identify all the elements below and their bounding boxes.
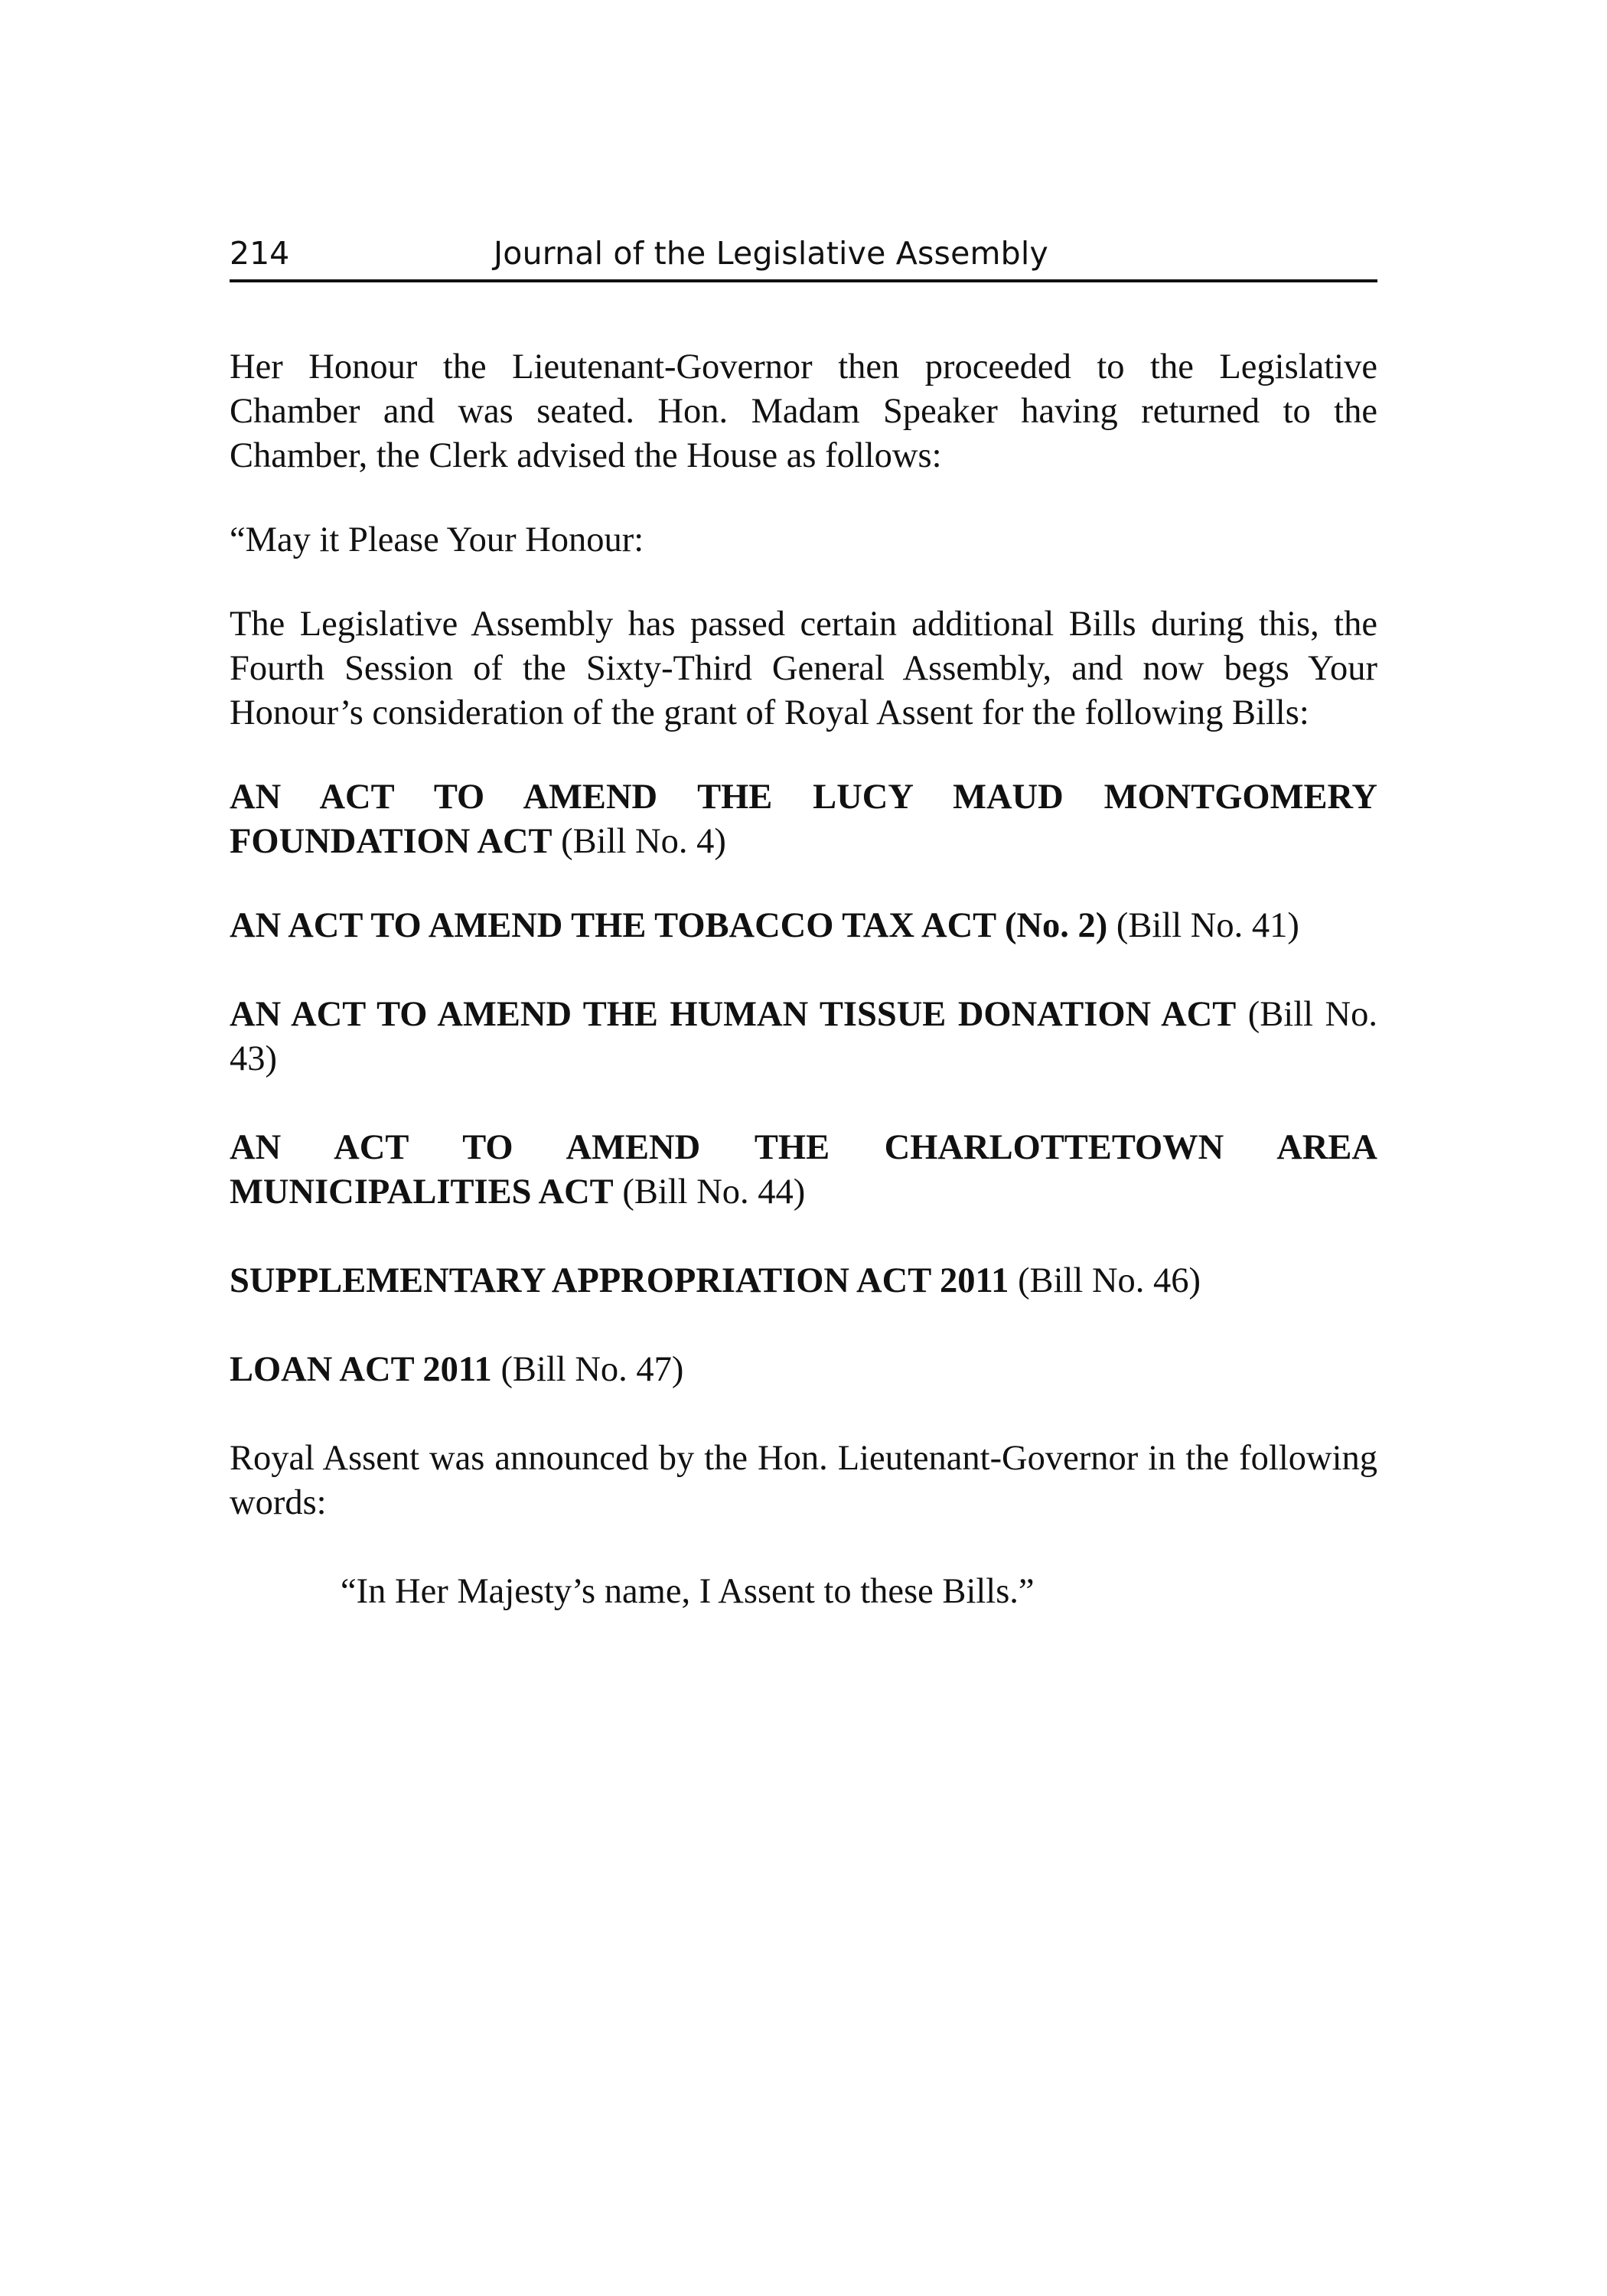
bill-title: AN ACT TO AMEND THE LUCY MAUD MONTGOMERY FOUNDATION ACT	[230, 778, 1377, 861]
request-paragraph: The Legislative Assembly has passed certain additional Bills during this, the Fourth Session of the Sixty-Third General Assembly, and now begs Your Honour’s consideration of the grant of Royal Assent for the following Bills:	[230, 605, 1377, 732]
journal-title: Journal of the Legislative Assembly	[494, 235, 1048, 272]
bill-title: AN ACT TO AMEND THE TOBACCO TAX ACT (No. 2)	[230, 906, 1108, 945]
bill-number: (Bill No. 47)	[500, 1350, 684, 1389]
bill-entry	[230, 993, 1377, 1081]
address-paragraph: “May it Please Your Honour:	[230, 520, 644, 559]
bill-number: (Bill No. 43)	[230, 995, 1378, 1078]
assent-paragraph: Royal Assent was announced by the Hon. Lieutenant-Governor in the following words:	[230, 1439, 1377, 1522]
journal-page	[230, 233, 1377, 1614]
assent-quote: “In Her Majesty’s name, I Assent to these Bills.”	[341, 1572, 1035, 1611]
bill-entry	[230, 775, 1377, 864]
bill-title: AN ACT TO AMEND THE HUMAN TISSUE DONATION ACT	[230, 995, 1237, 1034]
bill-title: SUPPLEMENTARY APPROPRIATION ACT 2011	[230, 1261, 1009, 1300]
bill-title: LOAN ACT 2011	[230, 1350, 492, 1389]
bill-entry	[230, 1126, 1377, 1215]
journal-body	[230, 345, 1377, 1614]
bill-entry	[230, 1259, 1377, 1303]
page-number: 214	[230, 235, 290, 272]
bill-number: (Bill No. 44)	[622, 1172, 806, 1212]
bill-number: (Bill No. 46)	[1018, 1261, 1201, 1300]
intro-paragraph: Her Honour the Lieutenant-Governor then proceeded to the Legislative Chamber and was seated. Hon. Madam Speaker having returned to the Chamber, the Clerk advised the House as follows:	[230, 347, 1377, 475]
bill-entry	[230, 904, 1377, 948]
running-header	[230, 233, 1377, 282]
bill-entry	[230, 1348, 1377, 1392]
bill-number: (Bill No. 41)	[1116, 906, 1299, 945]
bill-number: (Bill No. 4)	[561, 822, 726, 861]
bill-title: AN ACT TO AMEND THE CHARLOTTETOWN AREA MUNICIPALITIES ACT	[230, 1128, 1377, 1212]
